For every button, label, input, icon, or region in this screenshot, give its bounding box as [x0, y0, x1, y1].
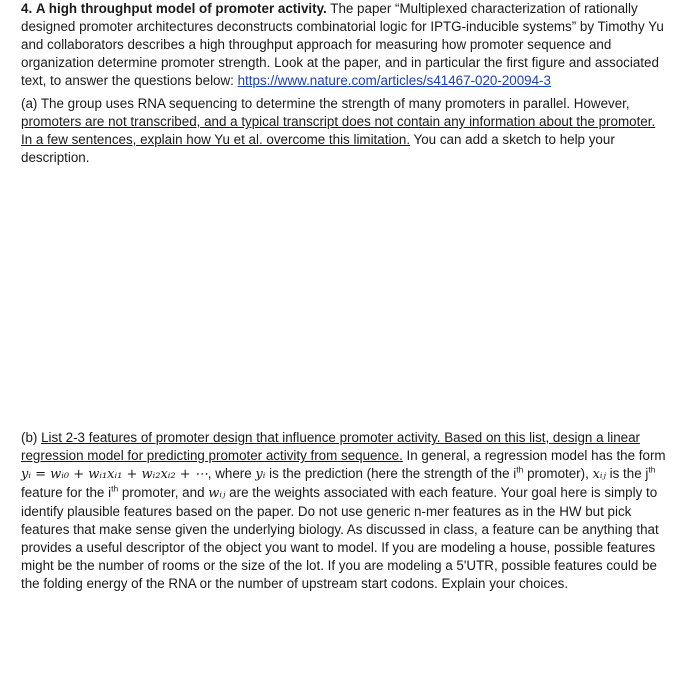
part-b-underlined: List 2-3 features of promoter design that influence promoter activity. Based on this list, design a linear regression model for predicting promoter activity from sequence.: [21, 430, 641, 463]
superscript-th-1: th: [516, 464, 524, 475]
math-xij: xᵢⱼ: [592, 467, 606, 482]
part-b-text-1: In general, a regression model has the form: [402, 448, 666, 463]
part-a: [21, 95, 666, 167]
part-a-paragraph: [21, 95, 666, 167]
superscript-th-2: th: [648, 464, 656, 475]
part-a-underlined: promoters are not transcribed, and a typical transcript does not contain any information about the promoter. In a few sentences, explain how Yu et al. overcome this limitation.: [21, 114, 656, 147]
question-intro-text: The paper “Multiplexed characterization of rationally designed promoter architectures deconstructs combinatorial logic for IPTG-inducible systems” by Timothy Yu and collaborators describes a high throughput approach for measuring how promoter sequence and organization determine promoter strength. Look at the paper, and in particular the first figure and associated text, to answer the questions below:: [21, 1, 664, 88]
regression-formula: yᵢ = wᵢ₀ + wᵢ₁xᵢ₁ + wᵢ₂xᵢ₂ + ⋯: [21, 467, 208, 482]
part-b-text-6: feature for the i: [21, 485, 112, 500]
part-b-text-8: are the weights associated with each feature. Your goal here is simply to identify plausible features based on the paper. Do not use generic n-mer features as in the HW but pick features that make sense given the underlying biology. As discussed in class, a feature can be anything that provides a useful descriptor of the object you want to model. If you are modeling a house, possible features might be the number of rooms or the size of the lot. If you are modeling a 5'UTR, possible features could be the folding energy of the RNA or the number of upstream start codons. Explain your choices.: [21, 485, 659, 591]
part-a-tail: You can add a sketch to help your description.: [21, 132, 615, 165]
part-b: [21, 429, 666, 593]
question-intro-paragraph: [21, 0, 666, 90]
question-title: A high throughput model of promoter activity.: [35, 1, 327, 16]
question-intro: [21, 0, 666, 90]
part-b-lead: (b): [21, 430, 42, 445]
part-b-text-5: is the j: [605, 466, 649, 481]
part-b-paragraph: [21, 429, 666, 593]
part-b-text-4: promoter),: [523, 466, 593, 481]
paper-link[interactable]: https://www.nature.com/articles/s41467-020-20094-3: [237, 73, 551, 88]
part-b-text-3: is the prediction (here the strength of the i: [265, 466, 517, 481]
math-wij: wᵢⱼ: [208, 486, 226, 501]
superscript-th-3: th: [111, 483, 119, 494]
part-a-lead: (a) The group uses RNA sequencing to determine the strength of many promoters in parallel. However,: [21, 96, 630, 111]
math-yi: yᵢ: [255, 467, 266, 482]
part-b-text-2: , where: [207, 466, 256, 481]
part-b-text-7: promoter, and: [118, 485, 209, 500]
question-number: 4.: [21, 1, 33, 16]
